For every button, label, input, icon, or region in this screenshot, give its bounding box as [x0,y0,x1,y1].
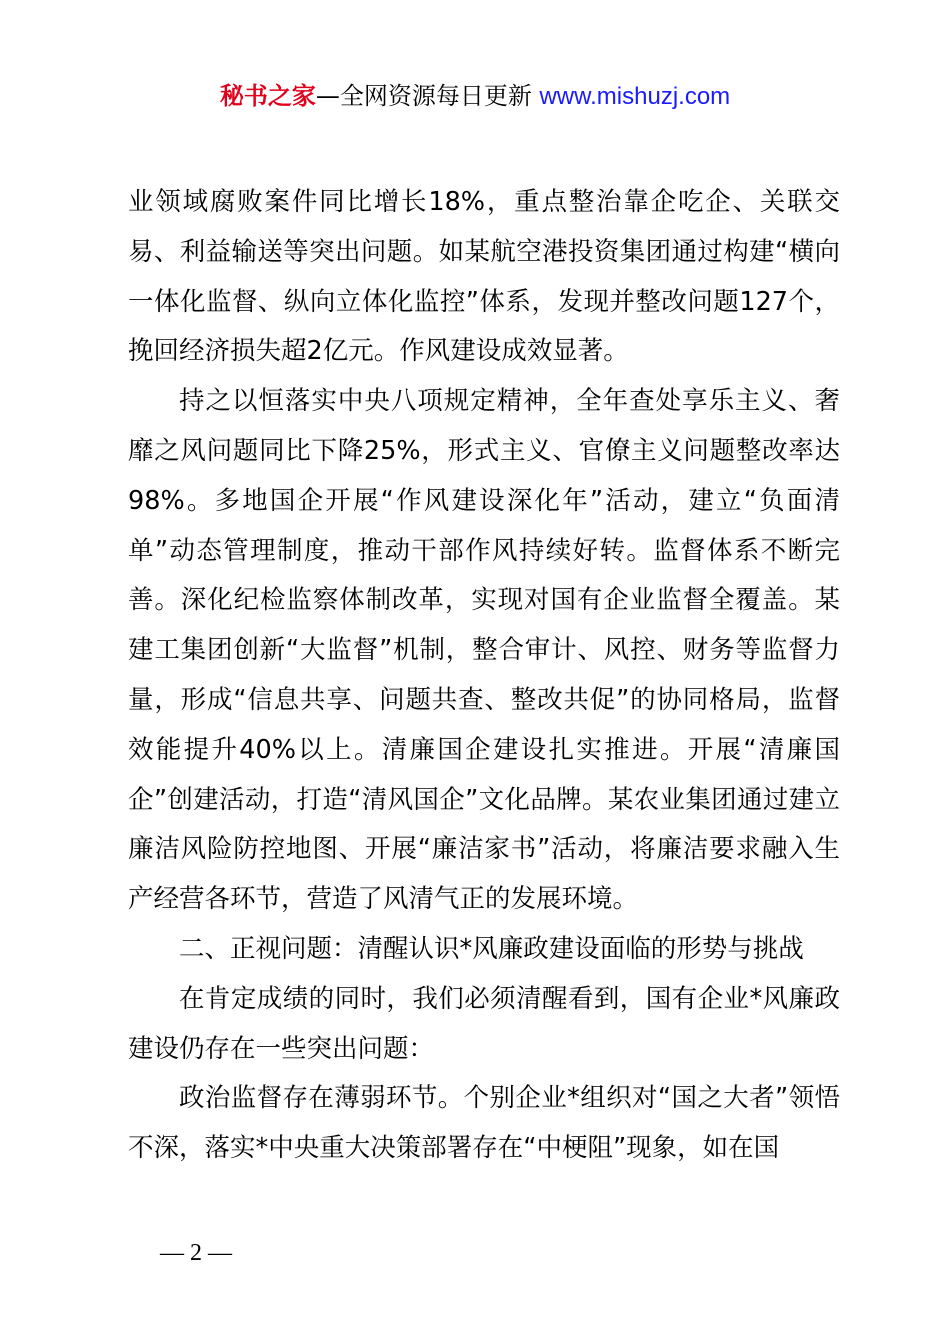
paragraph: 持之以恒落实中央八项规定精神，全年查处享乐主义、奢靡之风问题同比下降25%，形式主义、官僚主义问题整改率达98%。多地国企开展“作风建设深化年”活动，建立“负面清单”动态管理制度，推动干部作风持续好转。监督体系不断完善。深化纪检监察体制改革，实现对国有企业监督全覆盖。某建工集团创新“大监督”机制，整合审计、风控、财务等监督力量，形成“信息共享、问题共查、整改共促”的协同格局，监督效能提升40%以上。清廉国企建设扎实推进。开展“清廉国企”创建活动，打造“清风国企”文化品牌。某农业集团通过建立廉洁风险防控地图、开展“廉洁家书”活动，将廉洁要求融入生产经营各环节，营造了风清气正的发展环境。 [128,386,840,915]
section-heading: 二、正视问题：清醒认识*风廉政建设面临的形势与挑战 [179,933,804,964]
document-body [128,178,840,1174]
page-number: — 2 — [160,1240,232,1266]
site-header [0,80,950,113]
site-url[interactable]: www.mishuzj.com [539,83,731,110]
site-slogan: —全网资源每日更新 [315,82,532,110]
paragraph: 政治监督存在薄弱环节。个别企业*组织对“国之大者”领悟不深，落实*中央重大决策部署存在“中梗阻”现象，如在国 [128,1083,840,1164]
site-brand: 秘书之家 [219,82,316,110]
paragraph-continued: 业领域腐败案件同比增长18%，重点整治靠企吃企、关联交易、利益输送等突出问题。如某航空港投资集团通过构建“横向一体化监督、纵向立体化监控”体系，发现并整改问题127个，挽回经济损失超2亿元。作风建设成效显著。 [128,187,840,367]
paragraph: 在肯定成绩的同时，我们必须清醒看到，国有企业*风廉政建设仍存在一些突出问题： [128,983,840,1064]
